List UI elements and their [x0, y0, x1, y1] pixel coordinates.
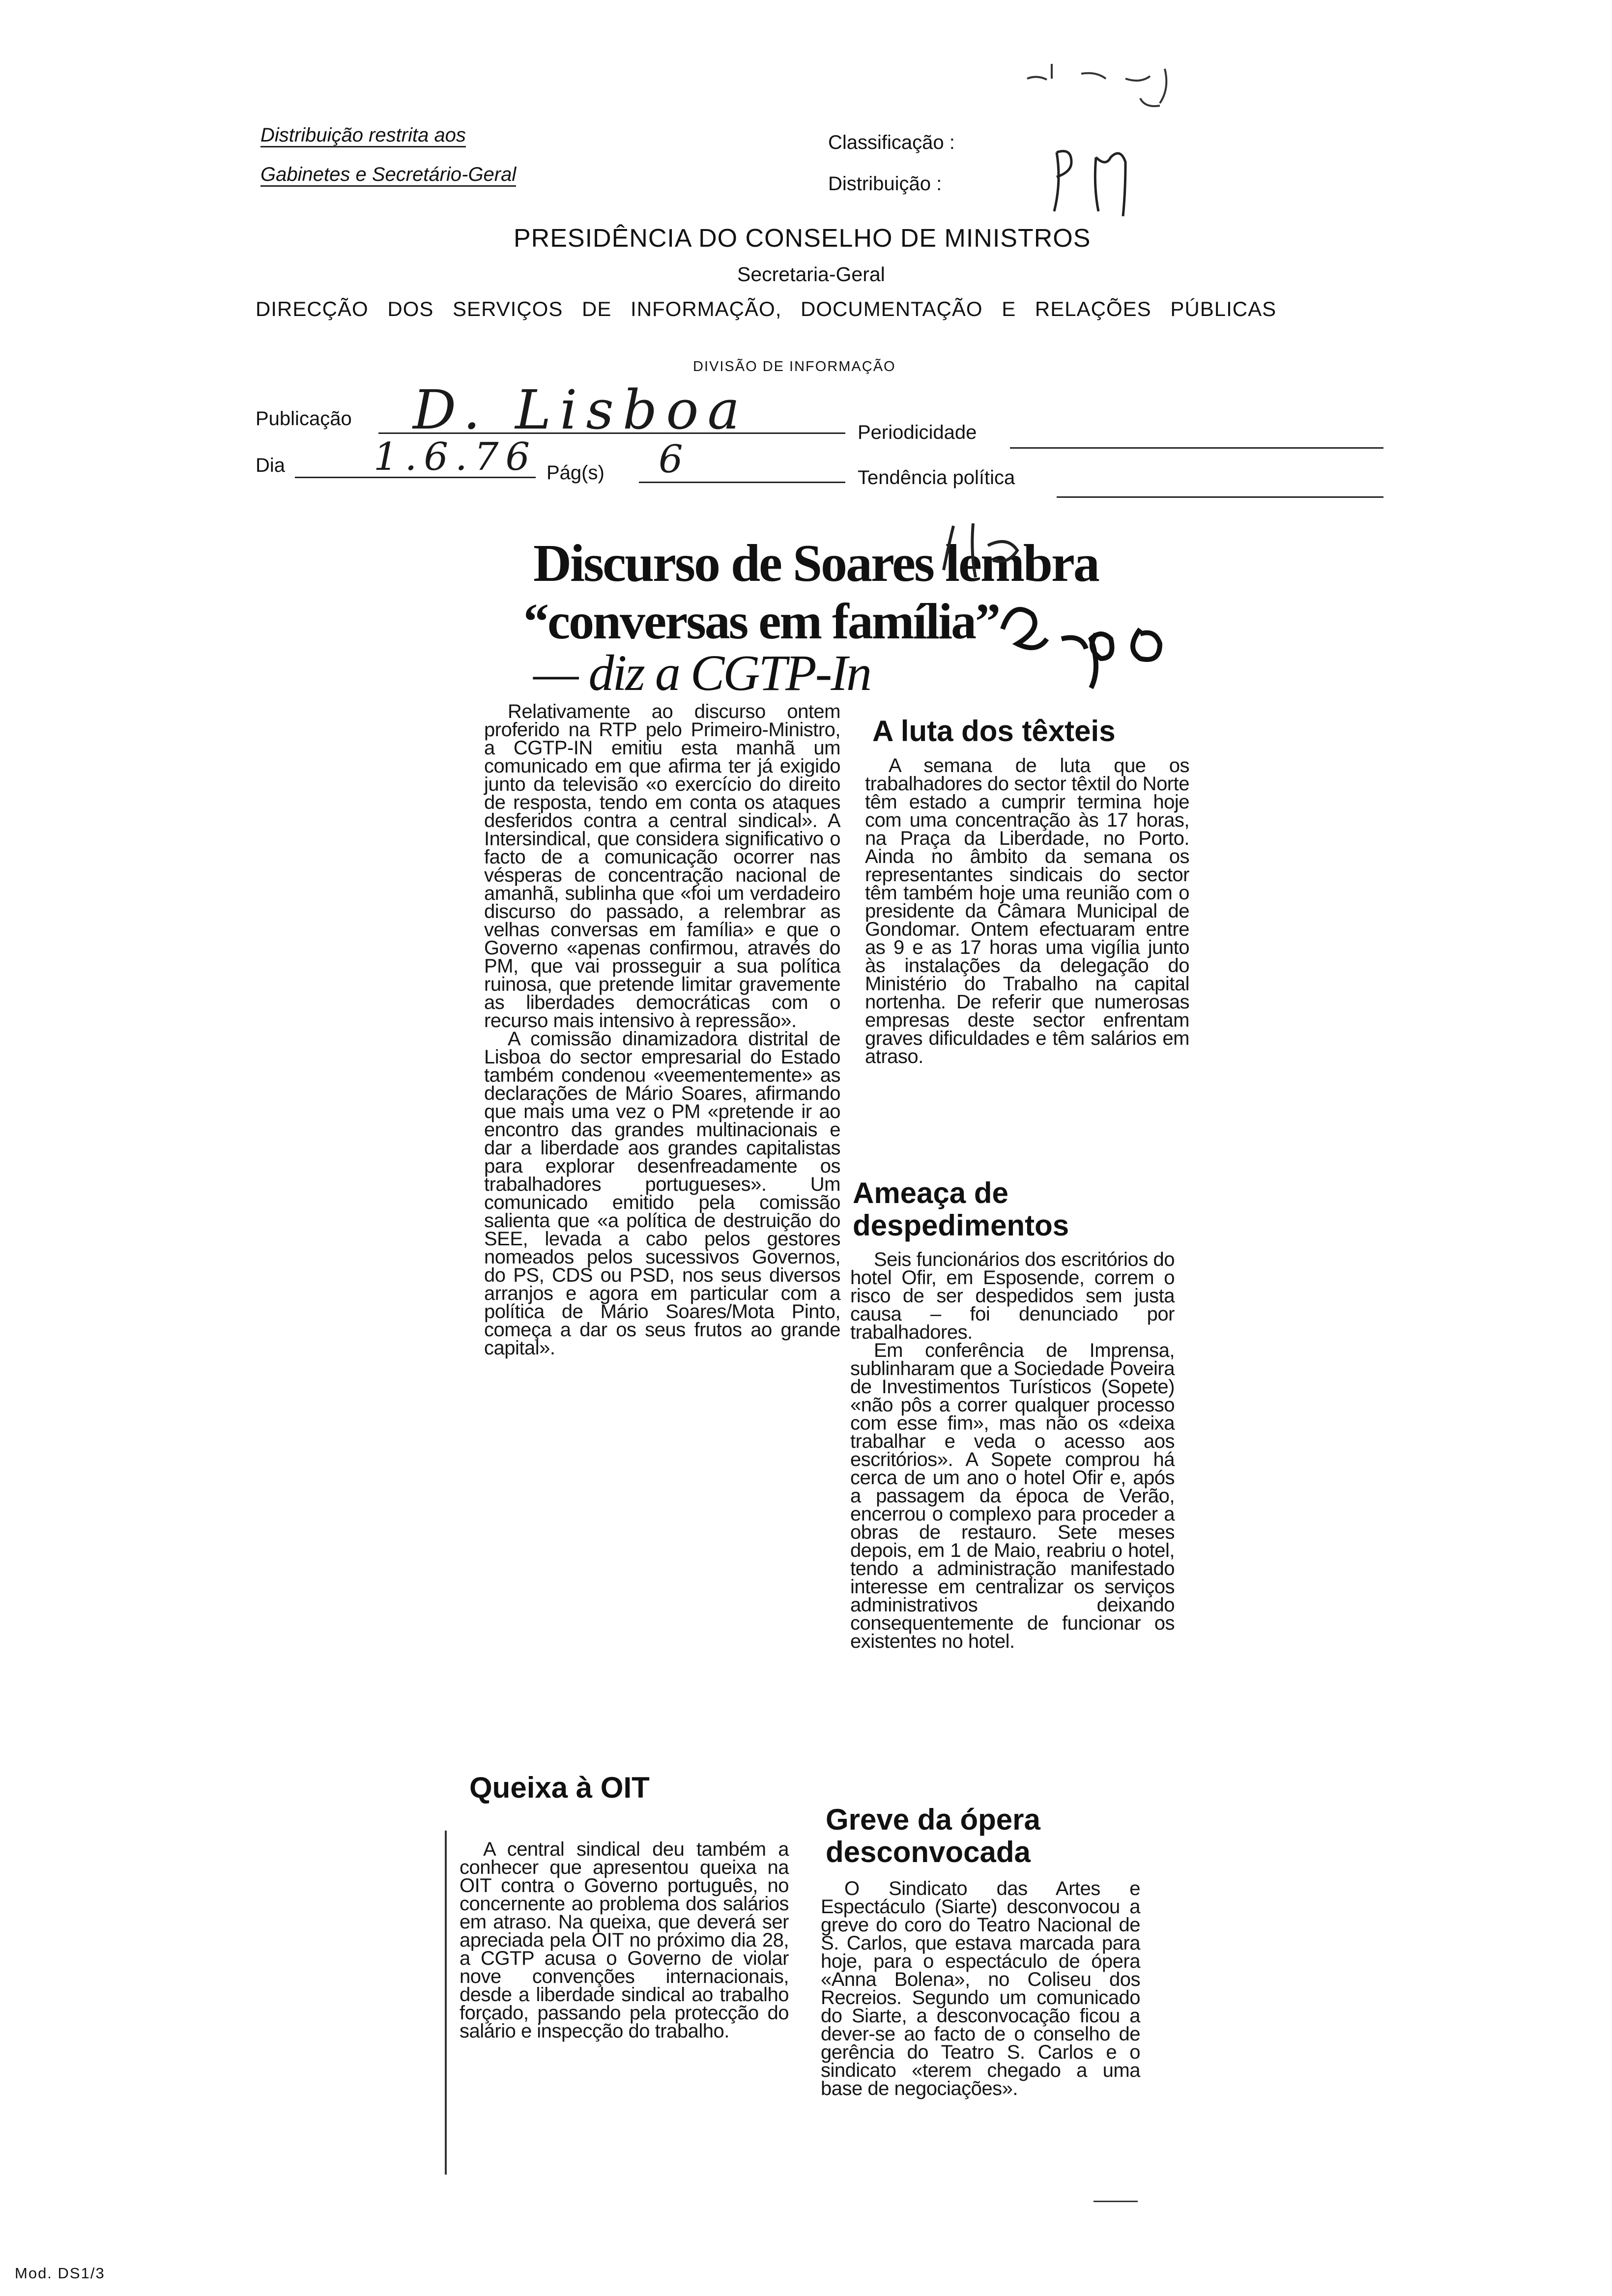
secretariat-title: Secretaria-Geral [737, 263, 885, 286]
heading-greve-opera: Greve da ópera desconvocada [826, 1803, 1040, 1868]
pages-value: 6 [659, 437, 683, 482]
heading-queixa-oit: Queixa à OIT [469, 1771, 650, 1804]
section-texteis-body: A semana de luta que os trabalhadores do sector têxtil do Norte têm estado a cumprir termina hoje com uma concentração às 17 horas, na Praça da Liberdade, no Porto. Ainda no âmbito da semana os representantes sindicais do sector têm também hoje uma reunião com o presidente da Câmara Municipal de Gondomar. Ontem efectuaram entre as 9 e as 17 horas uma vigília junto às instalações da delegação do Ministério do Trabalho na capital nortenha. De referir que numerosas empresas deste sector enfrentam graves dificuldades e têm salários em atraso. [865, 755, 1189, 1067]
left-column-body [484, 703, 840, 1357]
publication-label: Publicação [256, 408, 352, 430]
left-paragraph-2: A comissão dinamizadora distrital de Lisboa do sector empresarial do Estado também condenou «veementemente» as declarações de Mário Soares, afirmando que mais uma vez o PM «pretende ir ao encontro das grandes multinacionais e dar a liberdade aos grandes capitalistas para explorar desenfreadamente os trabalhadores portugueses». Um comunicado emitido pela comissão salienta que «a política de destruição do SEE, levada a cabo pelos gestores nomeados pelos sucessivos Governos, do PS, CDS ou PSD, nos seus diversos arranjos e agora em particular com a política de Mário Soares/Mota Pinto, começa a dar os seus frutos ao grande capital». [484, 1028, 840, 1359]
division-title: DIVISÃO DE INFORMAÇÃO [693, 359, 896, 374]
ministry-title: PRESIDÊNCIA DO CONSELHO DE MINISTROS [514, 224, 1091, 253]
heading-ameaca-despedimentos: Ameaça de despedimentos [853, 1177, 1069, 1242]
headline-line2: “conversas em família” [523, 593, 1000, 650]
headline-line1: Discurso de Soares lembra [533, 534, 1098, 593]
pages-label: Pág(s) [547, 462, 604, 484]
handwritten-initials-top-right [1022, 59, 1209, 221]
end-rule [1094, 2201, 1138, 2202]
day-label: Dia [256, 455, 286, 476]
restricted-distribution-line2: Gabinetes e Secretário-Geral [260, 162, 516, 187]
left-margin-rule [445, 1831, 447, 2175]
section-greve-body: O Sindicato das Artes e Espectáculo (Siarte) desconvocou a greve do coro do Teatro Nacional de S. Carlos, que estava marcada para hoje, para o espectáculo de ópera «Anna Bolena», no Coliseu dos Recreios. Segundo um comunicado do Siarte, a desconvocação ficou a dever-se ao facto de o conselho de gerência do Teatro S. Carlos e o sindicato «terem chegado a uma base de negociações». [821, 1878, 1140, 2099]
restricted-distribution-line1: Distribuição restrita aos [260, 123, 466, 147]
handwritten-date-annotation [934, 516, 1209, 722]
distribution-label: Distribuição : [828, 173, 942, 195]
section-ameaca-body: Seis funcionários dos escritórios do hotel Ofir, em Esposende, correm o risco de ser despedidos sem justa causa – foi denunciado por trabalhadores. Em conferência de Imprensa, sublinharam que a Sociedade Poveira de Investimentos Turísticos (Sopete) «não pôs a correr qualquer processo com esse fim», mas não os «deixa trabalhar e veda o acesso aos escritórios». A Sopete comprou há cerca de um ano o hotel Ofir e, após a passagem da época de Verão, encerrou o complexo para proceder a obras de restauro. Sete meses depois, em 1 de Maio, reabriu o hotel, tendo a administração manifestado interesse em centralizar os serviços administrativos deixando consequentemente de funcionar os existentes no hotel. [850, 1249, 1175, 1652]
classification-label: Classificação : [828, 132, 955, 153]
form-code: Mod. DS1/3 [15, 2265, 105, 2282]
section-queixa-body: A central sindical deu também a conhecer que apresentou queixa na OIT contra o Governo português, no concernente ao problema dos salários em atraso. Na queixa, que deverá ser apreciada pela OIT no próximo dia 28, a CGTP acusa o Governo de violar nove convenções internacionais, desde a liberdade sindical ao trabalho forçado, passando pela protecção do salário e inspecção do trabalho. [460, 1838, 789, 2042]
directorate-title: DIRECÇÃO DOS SERVIÇOS DE INFORMAÇÃO, DOCUMENTAÇÃO E RELAÇÕES PÚBLICAS [256, 297, 1277, 320]
publication-value: D. Lisboa [413, 378, 749, 441]
heading-luta-texteis: A luta dos têxteis [872, 715, 1116, 747]
periodicity-label: Periodicidade [858, 422, 977, 443]
headline-line3: — diz a CGTP-In [533, 645, 870, 701]
left-paragraph-1: Relativamente ao discurso ontem proferido na RTP pelo Primeiro-Ministro, a CGTP-IN emitiu esta manhã um comunicado em que afirma ter já exigido junto da televisão «o exercício do direito de resposta, tendo em conta os ataques desferidos contra a central sindical». A Intersindical, que considera significativo o facto de a comunicação ocorrer nas vésperas de concentração nacional de amanhã, sublinha que «foi um verdadeiro discurso do passado, a relembrar as velhas conversas em família» e que o Governo «apenas confirmou, através do PM, que vai prosseguir a sua política ruinosa, que pretende limitar gravemente as liberdades democráticas com o recurso mais intensivo à repressão». [484, 701, 840, 1032]
tendency-label: Tendência política [858, 467, 1015, 488]
day-value: 1.6.76 [374, 435, 537, 479]
